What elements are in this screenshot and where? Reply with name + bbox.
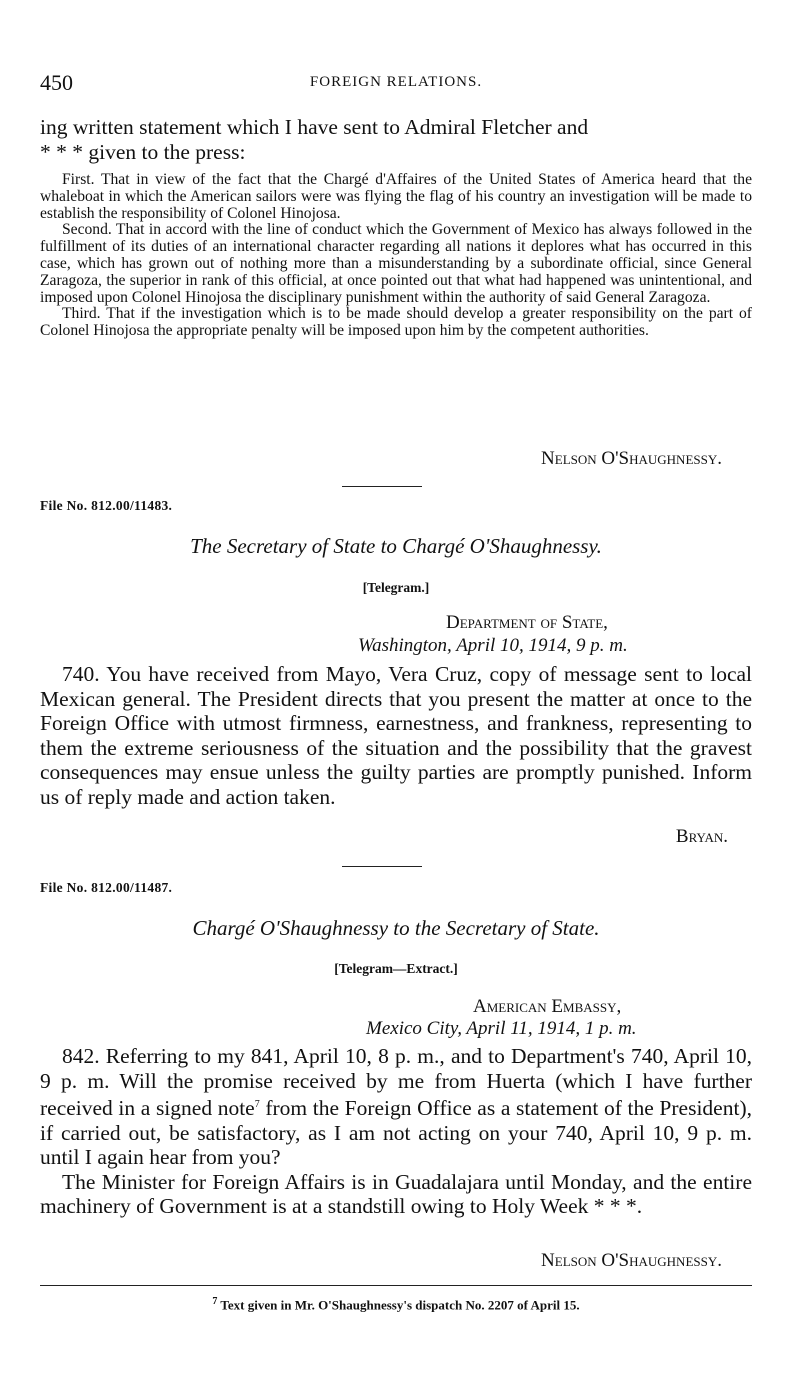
telegram-signature: Bryan. (675, 826, 728, 847)
sender-address: Department of State, (446, 612, 608, 633)
telegram-body-2 (40, 1044, 752, 1219)
page-header (40, 70, 752, 100)
statement-third: Third. That if the investigation which is to be made should develop a greater responsibility on the part of Colonel Hinojosa the appropriate penalty will be imposed upon him by the competent authorities. (40, 305, 752, 340)
place-date: Washington, April 10, 1914, 9 p. m. (358, 635, 628, 656)
opening-line-2: * * * given to the press: (40, 139, 246, 164)
telegram-body (40, 662, 752, 809)
running-title: FOREIGN RELATIONS. (309, 74, 483, 90)
telegram-paragraph-1 (40, 1044, 752, 1170)
footnote (40, 1296, 752, 1313)
opening-line-1: ing written statement which I have sent to Admiral Fletcher and (40, 115, 589, 139)
telegram-tag: [Telegram.] (362, 580, 430, 595)
file-number: File No. 812.00/11483. (40, 498, 173, 513)
paragraph-text-a: 842. Referring to my 841, April 10, 8 p. m., and to Department's 740, April 10, 9 p. m. Will the promise received by me from Huerta (which I have further received in a signed note (40, 1044, 752, 1121)
place-date-2: Mexico City, April 11, 1914, 1 p. m. (366, 1018, 637, 1039)
document-title: The Secretary of State to Chargé O'Shaughnessy. (190, 534, 602, 558)
statement-signature: Nelson O'Shaughnessy. (541, 448, 722, 469)
footnote-mark: 7 (212, 1296, 218, 1307)
page-number: 450 (40, 70, 73, 95)
footnote-text: Text given in Mr. O'Shaughnessy's dispatch No. 2207 of April 15. (217, 1297, 580, 1313)
section-divider (342, 486, 422, 487)
opening-text (40, 115, 752, 164)
sender-address-2: American Embassy, (473, 996, 622, 1017)
telegram-signature-2: Nelson O'Shaughnessy. (541, 1250, 722, 1271)
section-divider-2 (342, 866, 422, 867)
footnote-reference: 7 (254, 1099, 260, 1110)
telegram-paragraph-2: The Minister for Foreign Affairs is in Guadalajara until Monday, and the entire machinery of Government is at a standstill owing to Holy Week * * *. (40, 1169, 752, 1219)
footnote-rule (40, 1285, 752, 1286)
statement-block (40, 172, 752, 340)
telegram-paragraph: 740. You have received from Mayo, Vera Cruz, copy of message sent to local Mexican general. The President directs that you present the matter at once to the Foreign Office with utmost firmness, earnestness, and frankness, representing to them the extreme seriousness of the situation and the possibility that the gravest consequences may ensue unless the guilty parties are promptly punished. Inform us of reply made and action taken. (40, 662, 752, 809)
telegram-tag-2: [Telegram—Extract.] (334, 961, 458, 976)
document-title-2: Chargé O'Shaughnessy to the Secretary of State. (192, 916, 600, 940)
file-number-2: File No. 812.00/11487. (40, 880, 173, 895)
statement-first: First. That in view of the fact that the Chargé d'Affaires of the United States of America heard that the whaleboat in which the American sailors were was flying the flag of his country an investigation will be made to establish the responsibility of Colonel Hinojosa. (40, 171, 752, 222)
paragraph-text-b: from the Foreign Office as a statement of the President), if carried out, be satisfactory, as I am not acting on your 740, April 10, 9 p. m. until I again hear from you? (40, 1096, 752, 1170)
statement-second: Second. That in accord with the line of conduct which the Government of Mexico has always followed in the fulfillment of its duties of an international character regarding all nations it deplores what has occurred in this case, which has grown out of nothing more than a misunderstanding by a subordinate official, since General Zaragoza, the superior in rank of this official, at once pointed out that what had happened was unintentional, and imposed upon Colonel Hinojosa the disciplinary punishment within the authority of said General Zaragoza. (40, 221, 752, 306)
